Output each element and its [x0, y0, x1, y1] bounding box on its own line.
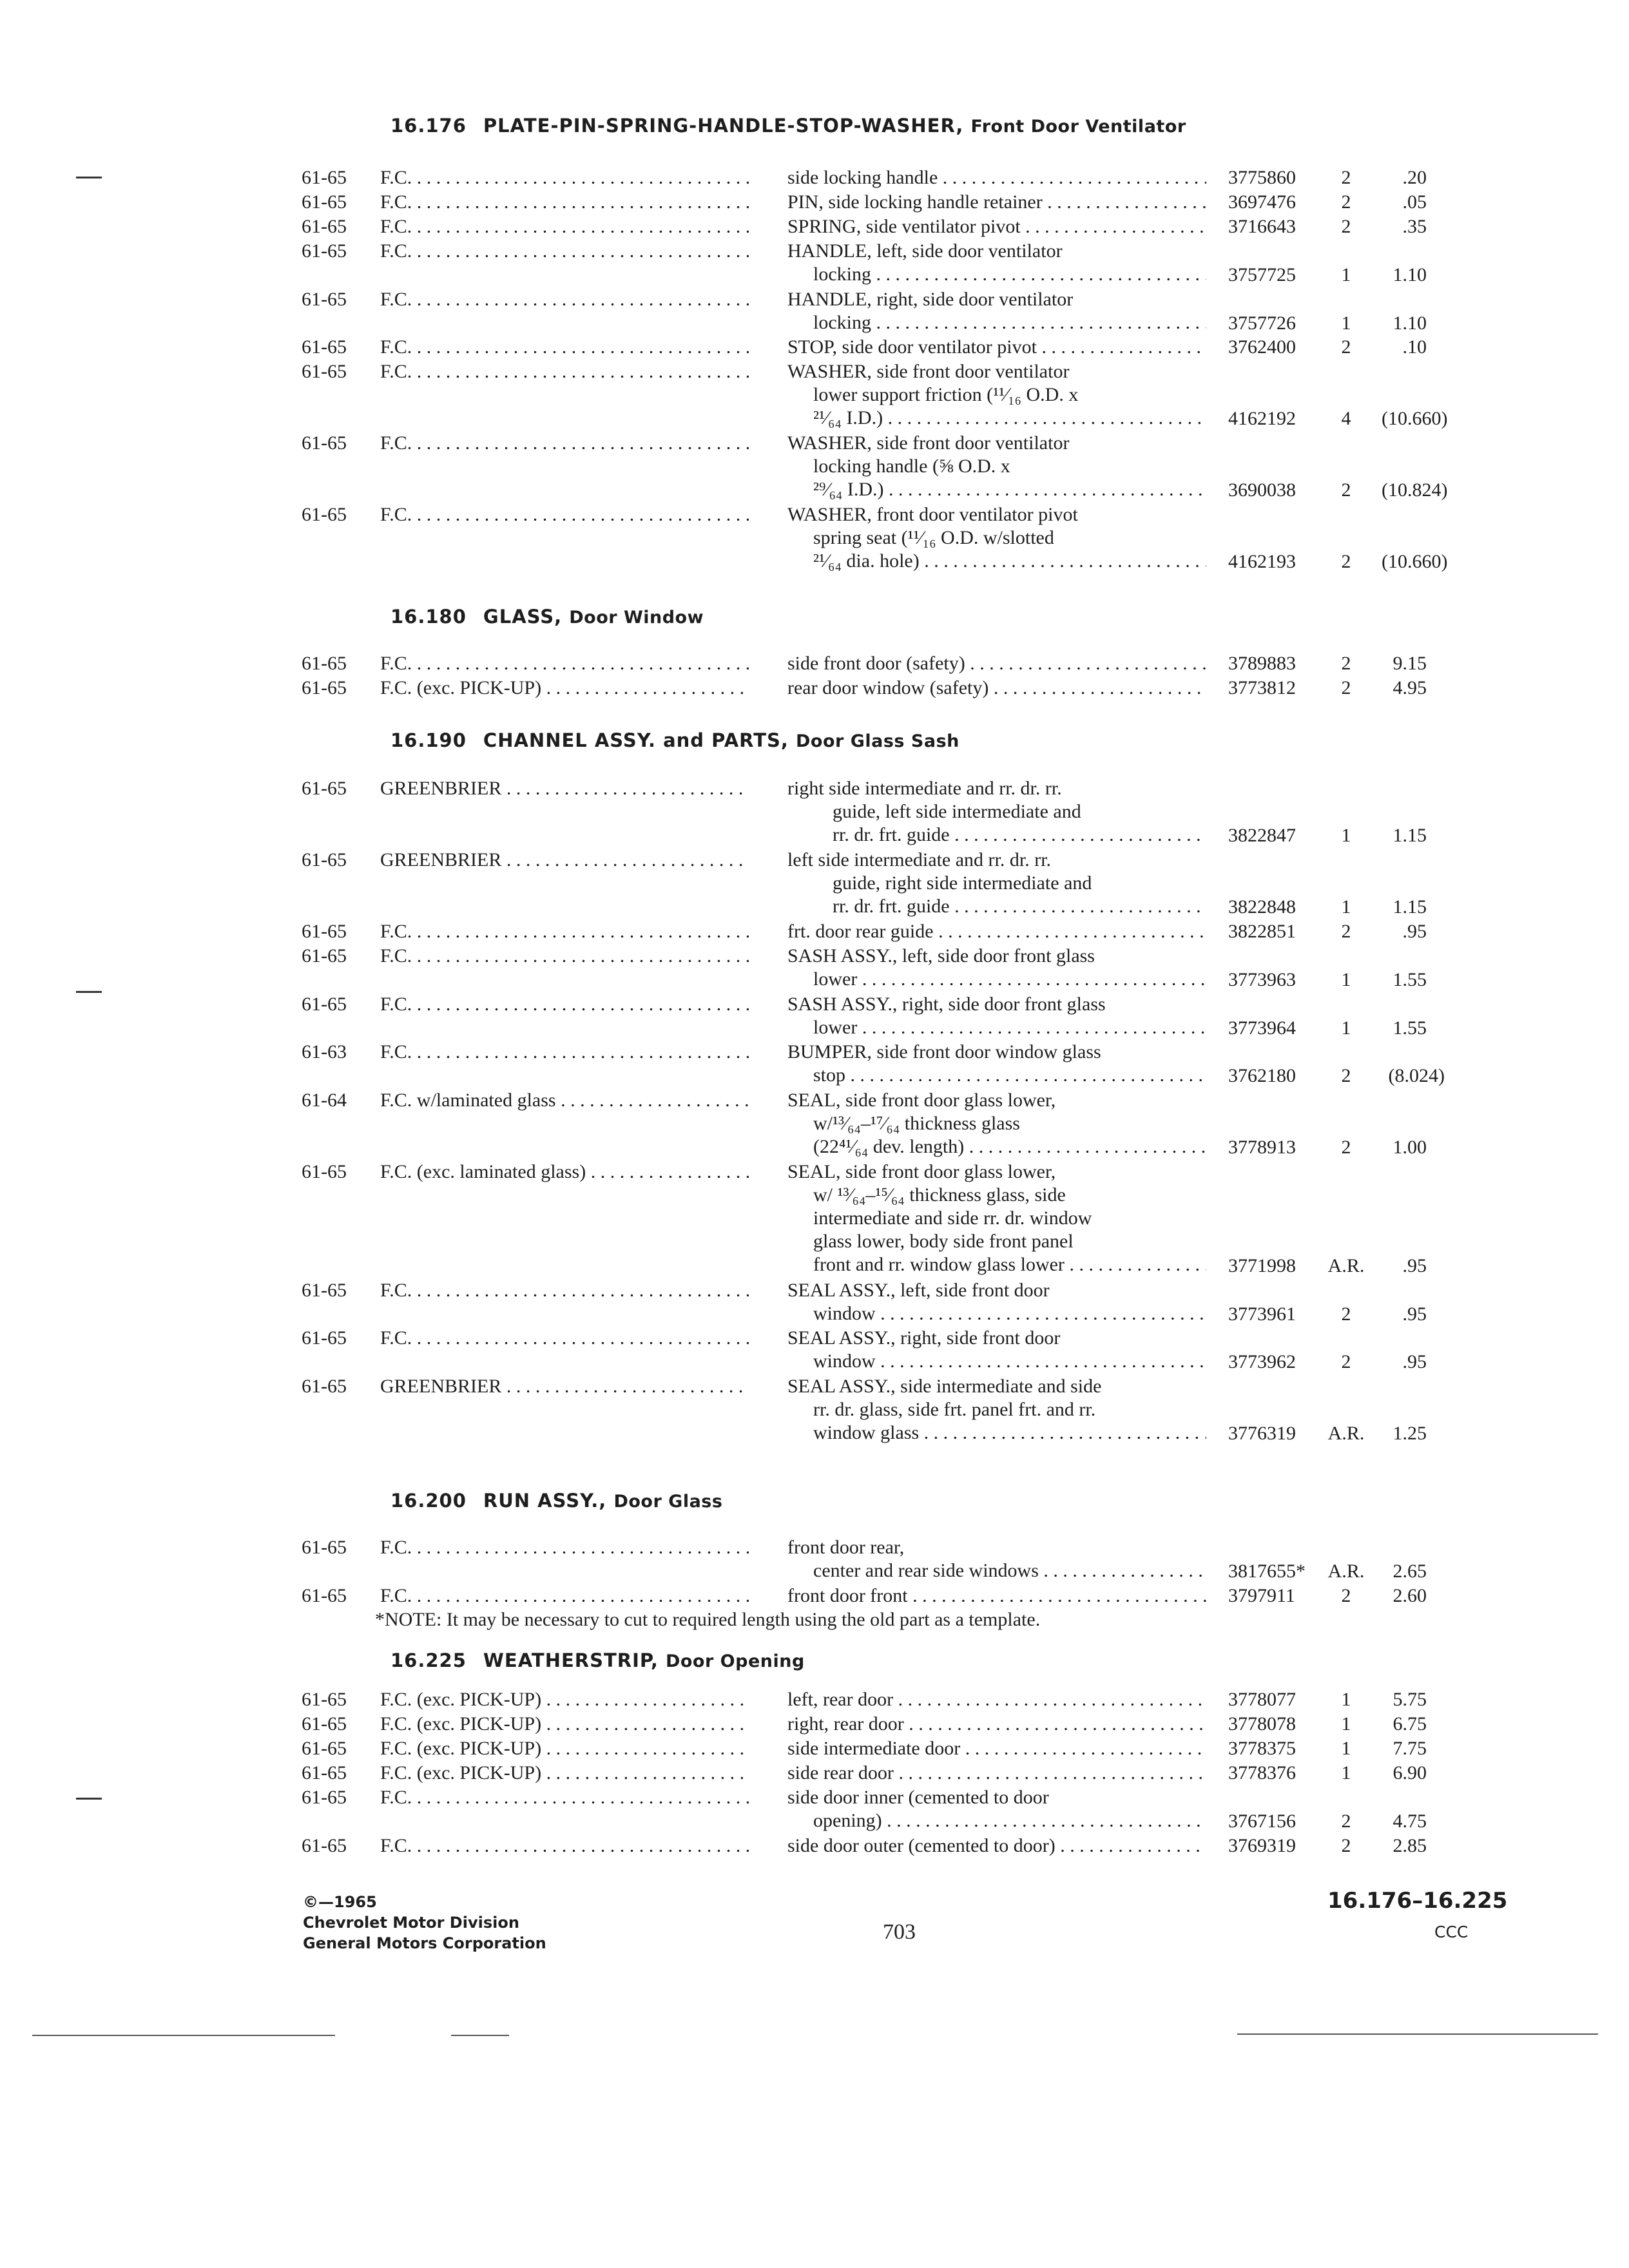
application: F.C. . . .: [380, 945, 749, 968]
quantity: 1: [1341, 1689, 1351, 1710]
price: 5.75: [1393, 1689, 1427, 1710]
description-line: window . . .: [787, 1350, 1206, 1373]
part-number: 3778376: [1228, 1762, 1296, 1783]
quantity: 2: [1341, 1810, 1351, 1832]
part-description: [787, 1279, 1206, 1325]
quantity: 2: [1341, 653, 1351, 674]
price: .95: [1402, 1255, 1427, 1276]
section-subtitle: Door Glass: [613, 1492, 723, 1512]
model-years: 61-65: [302, 1835, 347, 1856]
quantity: 2: [1341, 479, 1351, 501]
section-title: CHANNEL ASSY. and PARTS,: [483, 729, 789, 751]
description-line: guide, right side intermediate and: [833, 872, 1092, 894]
quantity: 1: [1341, 825, 1351, 846]
description-line: w/¹³⁄₆₄–¹⁷⁄₆₄ thickness glass: [813, 1113, 1020, 1134]
publisher-copyright: ©—1965: [303, 1893, 377, 1911]
part-description: [787, 1089, 1206, 1158]
section-title: RUN ASSY.,: [483, 1490, 607, 1512]
part-description: [787, 677, 1206, 700]
section-number: 16.176: [390, 115, 467, 137]
application: F.C. . . .: [380, 288, 749, 311]
quantity: 2: [1341, 167, 1351, 188]
quantity: 2: [1341, 336, 1351, 358]
application: F.C. . . .: [380, 920, 749, 943]
price: .10: [1402, 336, 1427, 358]
part-description: [787, 993, 1206, 1039]
description-line: side door inner (cemented to door: [787, 1787, 1049, 1808]
model-years: 61-65: [302, 1689, 347, 1710]
margin-mark: [76, 177, 102, 178]
model-years: 61-65: [302, 921, 347, 942]
model-years: 61-65: [302, 1585, 347, 1606]
description-line: WASHER, side front door ventilator: [787, 432, 1070, 454]
description-line: SASH ASSY., right, side door front glass: [787, 994, 1106, 1015]
part-description: [787, 1786, 1206, 1832]
description-line: side locking handle . . .: [787, 166, 1206, 189]
description-line: SEAL ASSY., right, side front door: [787, 1327, 1061, 1349]
model-years: 61-65: [302, 1161, 347, 1182]
section-header: [390, 1490, 722, 1512]
part-description: [787, 849, 1206, 918]
price: .05: [1402, 191, 1427, 213]
description-line: intermediate and side rr. dr. window: [813, 1207, 1092, 1229]
section-title: PLATE-PIN-SPRING-HANDLE-STOP-WASHER,: [483, 115, 964, 137]
model-years: 61-65: [302, 994, 347, 1015]
description-line: rr. dr. glass, side frt. panel frt. and rr.: [813, 1399, 1096, 1420]
bottom-rule: [32, 2035, 335, 2036]
model-years: 61-65: [302, 1537, 347, 1558]
part-description: [787, 191, 1206, 214]
quantity: 1: [1341, 968, 1351, 990]
margin-mark: [76, 1798, 102, 1800]
part-number: 3767156: [1228, 1810, 1296, 1832]
description-line: HANDLE, right, side door ventilator: [787, 289, 1074, 310]
description-line: rr. dr. frt. guide . . .: [787, 895, 1206, 918]
quantity: 1: [1341, 264, 1351, 285]
quantity: 2: [1341, 191, 1351, 213]
quantity: A.R.: [1327, 1560, 1365, 1582]
description-line: STOP, side door ventilator pivot . . .: [787, 336, 1206, 359]
part-number: 3773964: [1228, 1017, 1296, 1039]
description-line: SEAL, side front door glass lower,: [787, 1090, 1056, 1111]
application: GREENBRIER . . .: [380, 777, 749, 800]
description-line: WASHER, front door ventilator pivot: [787, 504, 1078, 525]
part-description: [787, 360, 1206, 430]
quantity: 4: [1341, 408, 1351, 429]
section-title: GLASS,: [483, 606, 563, 628]
application: GREENBRIER . . .: [380, 849, 749, 872]
description-line: SEAL ASSY., left, side front door: [787, 1280, 1050, 1301]
part-description: [787, 336, 1206, 359]
price: .95: [1402, 1303, 1427, 1325]
description-line: ²⁹⁄₆₄ I.D.) . . .: [787, 478, 1206, 501]
description-line: BUMPER, side front door window glass: [787, 1041, 1101, 1062]
part-number: 3776319: [1228, 1423, 1296, 1444]
part-number: 3789883: [1228, 653, 1296, 674]
part-number: 3716643: [1228, 216, 1296, 237]
description-line: front and rr. window glass lower . . .: [787, 1253, 1206, 1276]
description-line: side front door (safety) . . .: [787, 652, 1206, 675]
description-line: WASHER, side front door ventilator: [787, 361, 1070, 382]
part-number: 3697476: [1228, 191, 1296, 213]
part-description: [787, 1584, 1206, 1608]
quantity: 2: [1341, 921, 1351, 942]
price: 1.10: [1393, 264, 1427, 285]
part-description: [787, 215, 1206, 238]
description-line: glass lower, body side front panel: [813, 1231, 1074, 1252]
publisher-block: [303, 1892, 546, 1954]
description-line: guide, left side intermediate and: [833, 801, 1081, 822]
quantity: 2: [1341, 677, 1351, 698]
price: 4.95: [1393, 677, 1427, 698]
price: 2.65: [1393, 1560, 1427, 1582]
price: .95: [1402, 1350, 1427, 1372]
part-description: [787, 166, 1206, 189]
description-line: w/ ¹³⁄₆₄–¹⁵⁄₆₄ thickness glass, side: [813, 1184, 1066, 1206]
section-number: 16.200: [390, 1490, 467, 1512]
model-years: 61-65: [302, 216, 347, 237]
description-line: locking . . .: [787, 263, 1206, 286]
quantity: 1: [1341, 896, 1351, 918]
model-years: 61-65: [302, 289, 347, 310]
part-number: 4162193: [1228, 551, 1296, 572]
model-years: 61-64: [302, 1090, 347, 1111]
model-years: 61-65: [302, 504, 347, 525]
description-line: locking . . .: [787, 311, 1206, 334]
application: F.C. (exc. PICK-UP) . . .: [380, 1737, 749, 1760]
description-line: front door front . . .: [787, 1584, 1206, 1608]
part-description: [787, 652, 1206, 675]
section-subtitle: Front Door Ventilator: [970, 117, 1186, 137]
part-number: 3773963: [1228, 968, 1296, 990]
description-line: stop . . .: [787, 1064, 1206, 1087]
part-number: 3757726: [1228, 312, 1296, 334]
description-line: frt. door rear guide . . .: [787, 920, 1206, 943]
page-number: 703: [883, 1920, 916, 1944]
quantity: 2: [1341, 1303, 1351, 1325]
price: 1.25: [1393, 1423, 1427, 1444]
quantity: 1: [1341, 312, 1351, 334]
section-number: 16.180: [390, 606, 467, 628]
part-number: 3773812: [1228, 677, 1296, 698]
section-header: [390, 1649, 805, 1671]
application: F.C. w/laminated glass . . .: [380, 1089, 749, 1112]
part-description: [787, 1688, 1206, 1711]
price: 6.90: [1393, 1762, 1427, 1783]
part-number: 3778913: [1228, 1137, 1296, 1158]
quantity: 1: [1341, 1738, 1351, 1759]
application: F.C. (exc. PICK-UP) . . .: [380, 677, 749, 700]
footnote: *NOTE: It may be necessary to cut to required length using the old part as a template.: [375, 1609, 1041, 1630]
price: 1.00: [1393, 1137, 1427, 1158]
price: 1.15: [1393, 896, 1427, 918]
part-description: [787, 920, 1206, 943]
model-years: 61-65: [302, 336, 347, 358]
catalog-code: CCC: [1434, 1923, 1469, 1941]
application: F.C. (exc. PICK-UP) . . .: [380, 1688, 749, 1711]
bottom-rule: [451, 2035, 509, 2036]
description-line: left, rear door . . .: [787, 1688, 1206, 1711]
application: F.C. . . .: [380, 1834, 749, 1858]
part-description: [787, 1737, 1206, 1760]
application: F.C. (exc. laminated glass) . . .: [380, 1160, 749, 1184]
part-number: 3762400: [1228, 336, 1296, 358]
description-line: lower . . .: [787, 968, 1206, 991]
model-years: 61-65: [302, 677, 347, 698]
part-description: [787, 1041, 1206, 1087]
part-description: [787, 777, 1206, 847]
part-number: 3822847: [1228, 825, 1296, 846]
model-years: 61-65: [302, 1713, 347, 1735]
section-header: [390, 729, 959, 751]
publisher-division: Chevrolet Motor Division: [303, 1914, 519, 1932]
quantity: A.R.: [1327, 1255, 1365, 1276]
price: 1.55: [1393, 968, 1427, 990]
application: F.C. . . .: [380, 432, 749, 455]
description-line: side rear door . . .: [787, 1762, 1206, 1785]
application: F.C. (exc. PICK-UP) . . .: [380, 1762, 749, 1785]
model-years: 61-65: [302, 849, 347, 870]
price: (8.024): [1388, 1064, 1445, 1086]
part-description: [787, 1834, 1206, 1858]
part-description: [787, 1375, 1206, 1445]
description-line: right side intermediate and rr. dr. rr.: [787, 778, 1062, 799]
description-line: opening) . . .: [787, 1809, 1206, 1832]
part-number: 3773962: [1228, 1350, 1296, 1372]
part-number: 3797911: [1228, 1585, 1295, 1606]
description-line: PIN, side locking handle retainer . . .: [787, 191, 1206, 214]
quantity: 1: [1341, 1017, 1351, 1039]
price: 2.60: [1393, 1585, 1427, 1606]
application: F.C. . . .: [380, 360, 749, 383]
part-description: [787, 1536, 1206, 1582]
part-number: 3778078: [1228, 1713, 1296, 1735]
application: F.C. . . .: [380, 1536, 749, 1559]
price: 6.75: [1393, 1713, 1427, 1735]
section-number: 16.190: [390, 729, 467, 751]
application: F.C. . . .: [380, 652, 749, 675]
application: F.C. (exc. PICK-UP) . . .: [380, 1713, 749, 1736]
description-line: rear door window (safety) . . .: [787, 677, 1206, 700]
quantity: 2: [1341, 1585, 1351, 1606]
quantity: 2: [1341, 216, 1351, 237]
section-subtitle: Door Window: [569, 608, 704, 628]
part-number: 3817655*: [1228, 1560, 1306, 1582]
part-description: [787, 1160, 1206, 1276]
description-line: ²¹⁄₆₄ dia. hole) . . .: [787, 550, 1206, 573]
section-header: [390, 606, 704, 628]
application: F.C. . . .: [380, 1786, 749, 1809]
description-line: (22⁴¹⁄₆₄ dev. length) . . .: [787, 1135, 1206, 1158]
model-years: 61-65: [302, 191, 347, 213]
application: F.C. . . .: [380, 1327, 749, 1350]
model-years: 61-65: [302, 778, 347, 799]
section-subtitle: Door Opening: [665, 1651, 805, 1671]
description-line: left side intermediate and rr. dr. rr.: [787, 849, 1052, 870]
description-line: side intermediate door . . .: [787, 1737, 1206, 1760]
description-line: spring seat (¹¹⁄₁₆ O.D. w/slotted: [813, 527, 1054, 548]
quantity: 2: [1341, 1835, 1351, 1856]
part-number: 3778375: [1228, 1738, 1296, 1759]
price: (10.660): [1382, 408, 1448, 429]
quantity: 2: [1341, 551, 1351, 572]
part-description: [787, 1327, 1206, 1373]
part-description: [787, 1762, 1206, 1785]
price: .20: [1402, 167, 1427, 188]
application: F.C. . . .: [380, 1584, 749, 1608]
description-line: lower . . .: [787, 1016, 1206, 1039]
model-years: 61-65: [302, 1280, 347, 1301]
part-description: [787, 503, 1206, 573]
application: F.C. . . .: [380, 503, 749, 526]
quantity: 1: [1341, 1713, 1351, 1735]
price: .35: [1402, 216, 1427, 237]
application: F.C. . . .: [380, 215, 749, 238]
part-number: 3690038: [1228, 479, 1296, 501]
description-line: right, rear door . . .: [787, 1713, 1206, 1736]
application: GREENBRIER . . .: [380, 1375, 749, 1398]
quantity: 2: [1341, 1350, 1351, 1372]
description-line: SASH ASSY., left, side door front glass: [787, 945, 1095, 966]
margin-mark: [76, 991, 102, 993]
description-line: HANDLE, left, side door ventilator: [787, 240, 1063, 262]
application: F.C. . . .: [380, 1279, 749, 1302]
model-years: 61-65: [302, 432, 347, 454]
part-number: 3757725: [1228, 264, 1296, 285]
quantity: 2: [1341, 1137, 1351, 1158]
application: F.C. . . .: [380, 1041, 749, 1064]
price: .95: [1402, 921, 1427, 942]
description-line: window glass . . .: [787, 1421, 1206, 1445]
model-years: 61-65: [302, 1762, 347, 1783]
section-header: [390, 115, 1186, 137]
part-number: 3773961: [1228, 1303, 1296, 1325]
application: F.C. . . .: [380, 993, 749, 1016]
model-years: 61-65: [302, 361, 347, 382]
model-years: 61-65: [302, 945, 347, 966]
part-description: [787, 1713, 1206, 1736]
price: 1.10: [1393, 312, 1427, 334]
price: (10.824): [1382, 479, 1448, 501]
model-years: 61-65: [302, 1327, 347, 1349]
description-line: window . . .: [787, 1302, 1206, 1325]
description-line: lower support friction (¹¹⁄₁₆ O.D. x: [813, 384, 1079, 405]
description-line: center and rear side windows . . .: [787, 1559, 1206, 1582]
model-years: 61-65: [302, 1738, 347, 1759]
section-subtitle: Door Glass Sash: [796, 731, 959, 751]
description-line: SPRING, side ventilator pivot . . .: [787, 215, 1206, 238]
model-years: 61-63: [302, 1041, 347, 1062]
price: 4.75: [1393, 1810, 1427, 1832]
section-title: WEATHERSTRIP,: [483, 1649, 659, 1671]
price: (10.660): [1382, 551, 1448, 572]
part-number: 3769319: [1228, 1835, 1296, 1856]
part-number: 3775860: [1228, 167, 1296, 188]
description-line: ²¹⁄₆₄ I.D.) . . .: [787, 407, 1206, 430]
description-line: SEAL ASSY., side intermediate and side: [787, 1376, 1102, 1397]
application: F.C. . . .: [380, 166, 749, 189]
part-description: [787, 432, 1206, 501]
part-number: 3771998: [1228, 1255, 1296, 1276]
publisher-corporation: General Motors Corporation: [303, 1934, 546, 1952]
part-description: [787, 945, 1206, 991]
quantity: 2: [1341, 1064, 1351, 1086]
description-line: side door outer (cemented to door) . . .: [787, 1834, 1206, 1858]
price: 9.15: [1393, 653, 1427, 674]
description-line: SEAL, side front door glass lower,: [787, 1161, 1056, 1182]
price: 1.55: [1393, 1017, 1427, 1039]
application: F.C. . . .: [380, 240, 749, 263]
section-number: 16.225: [390, 1649, 467, 1671]
bottom-rule: [1237, 2033, 1598, 2035]
part-number: 4162192: [1228, 408, 1296, 429]
part-number: 3762180: [1228, 1064, 1296, 1086]
part-description: [787, 240, 1206, 286]
model-years: 61-65: [302, 1376, 347, 1397]
part-number: 3822848: [1228, 896, 1296, 918]
description-line: front door rear,: [787, 1537, 905, 1558]
model-years: 61-65: [302, 167, 347, 188]
description-line: rr. dr. frt. guide . . .: [787, 823, 1206, 847]
price: 2.85: [1393, 1835, 1427, 1856]
application: F.C. . . .: [380, 336, 749, 359]
part-number: 3822851: [1228, 921, 1296, 942]
part-description: [787, 288, 1206, 334]
part-number: 3778077: [1228, 1689, 1296, 1710]
application: F.C. . . .: [380, 191, 749, 214]
model-years: 61-65: [302, 240, 347, 262]
description-line: locking handle (⅝ O.D. x: [813, 456, 1010, 477]
quantity: A.R.: [1327, 1423, 1365, 1444]
model-years: 61-65: [302, 653, 347, 674]
quantity: 1: [1341, 1762, 1351, 1783]
price: 7.75: [1393, 1738, 1427, 1759]
price: 1.15: [1393, 825, 1427, 846]
section-range: 16.176–16.225: [1327, 1888, 1508, 1914]
model-years: 61-65: [302, 1787, 347, 1808]
